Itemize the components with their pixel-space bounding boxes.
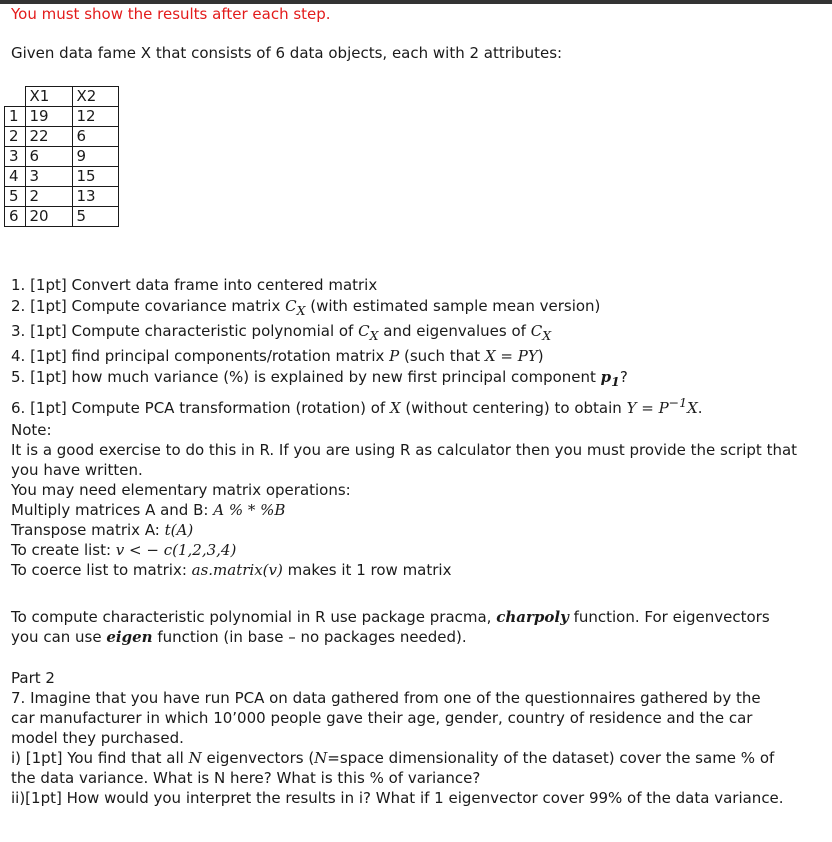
data-table [4,86,119,227]
charpoly-text-end: function (in base – no packages needed). [152,628,467,646]
multiply-label: Multiply matrices A and B: [11,501,214,519]
charpoly-function: charpoly [496,608,569,626]
math-p1: p [600,368,612,386]
note-paragraph: It is a good exercise to do this in R. If you are using R as calculator then you must provide the script that you have written. [11,441,798,479]
task-4 [11,346,703,367]
math-c: C [530,322,543,340]
note-coerce [11,560,821,580]
task-4-text-end: ) [537,347,544,365]
table-row [5,207,119,227]
cell-x1: 19 [25,107,72,127]
task-4-text: 4. [1pt] find principal components/rotation matrix [11,347,390,365]
cell-x2: 12 [72,107,118,127]
note-multiply [11,500,821,520]
math-sub-x: X [296,303,306,318]
math-n: N [188,749,202,767]
task-1-text: 1. [1pt] Convert data frame into centered matrix [11,276,378,294]
math-sup-inverse: −1 [668,395,688,410]
eigen-function: eigen [106,628,153,646]
row-index: 6 [5,207,26,227]
row-index: 2 [5,127,26,147]
math-sub-x: X [542,328,552,343]
question-ii: ii)[1pt] How would you interpret the results in i? What if 1 eigenvector cover 99% of the data variance. [11,789,784,807]
list-code: v < − c(1,2,3,4) [115,541,237,559]
charpoly-text: To compute characteristic polynomial in R use package pracma, [11,608,497,626]
task-3-text: 3. [1pt] Compute characteristic polynomial of [11,322,359,340]
list-label: To create list: [11,541,116,559]
cell-x1: 3 [25,167,72,187]
math-x: X [389,399,401,417]
task-3-text-mid: and eigenvalues of [378,322,531,340]
cell-x2: 6 [72,127,118,147]
coerce-rest: makes it 1 row matrix [282,561,452,579]
cell-x2: 5 [72,207,118,227]
task-6 [11,392,703,419]
math-sub-1: 1 [611,374,620,389]
column-header-x1: X1 [25,87,72,107]
task-2 [11,296,703,321]
table-row [5,147,119,167]
row-index: 4 [5,167,26,187]
task-5-text: 5. [1pt] how much variance (%) is explained by new first principal component [11,368,601,386]
coerce-label: To coerce list to matrix: [11,561,192,579]
math-c: C [285,297,297,315]
cell-x1: 20 [25,207,72,227]
math-x: X [687,399,698,417]
question-i [11,748,786,788]
math-equation: X = PY [484,347,538,365]
task-5-text-end: ? [619,368,628,386]
charpoly-paragraph [11,607,791,647]
cell-x1: 2 [25,187,72,207]
math-equation: Y = P [626,399,669,417]
table-row [5,127,119,147]
math-n: N [314,749,328,767]
note-section [11,420,821,580]
charpoly-text-mid: function. For eigenvectors you can use [11,608,770,646]
intro-text: Given data fame X that consists of 6 data objects, each with 2 attributes: [11,44,563,62]
task-6-text-end: . [697,399,703,417]
task-4-text-mid: (such that [399,347,485,365]
question-i-text: i) [1pt] You find that all [11,749,189,767]
task-6-text: 6. [1pt] Compute PCA transformation (rotation) of [11,399,390,417]
cell-x2: 13 [72,187,118,207]
table-row [5,187,119,207]
cell-x2: 9 [72,147,118,167]
multiply-code: A % * %B [213,501,286,519]
top-bar [0,0,832,4]
note-operations-intro: You may need elementary matrix operations: [11,481,351,499]
question-i-text-mid: eigenvectors ( [201,749,315,767]
question-i-text-end: =space dimensionality of the dataset) cover the same % of the data variance. What is N here? What is this % of variance? [11,749,775,787]
task-3 [11,321,703,346]
cell-x1: 6 [25,147,72,167]
task-2-text: 2. [1pt] Compute covariance matrix [11,297,286,315]
question-7: 7. Imagine that you have run PCA on data gathered from one of the questionnaires gathered by the car manufacturer in which 10’000 people gave their age, gender, country of residence and the car model they purchased. [11,689,761,747]
column-header-x2: X2 [72,87,118,107]
row-index: 5 [5,187,26,207]
note-transpose [11,520,821,540]
math-p: P [389,347,400,365]
table-row [5,167,119,187]
cell-x1: 22 [25,127,72,147]
warning-text: You must show the results after each step. [11,5,331,23]
note-create-list [11,540,821,560]
task-list [11,275,703,419]
transpose-label: Transpose matrix A: [11,521,165,539]
part2-section [11,668,786,808]
part2-heading: Part 2 [11,669,55,687]
note-heading: Note: [11,421,52,439]
math-c: C [358,322,370,340]
transpose-code: t(A) [164,521,194,539]
task-6-text-mid: (without centering) to obtain [400,399,627,417]
coerce-code: as.matrix(v) [191,561,283,579]
task-1 [11,275,703,296]
cell-x2: 15 [72,167,118,187]
row-index: 1 [5,107,26,127]
task-5 [11,367,703,392]
table-header-row [5,87,119,107]
table-corner [5,87,26,107]
math-sub-x: X [369,328,379,343]
table-row [5,107,119,127]
task-2-text-end: (with estimated sample mean version) [305,297,601,315]
row-index: 3 [5,147,26,167]
